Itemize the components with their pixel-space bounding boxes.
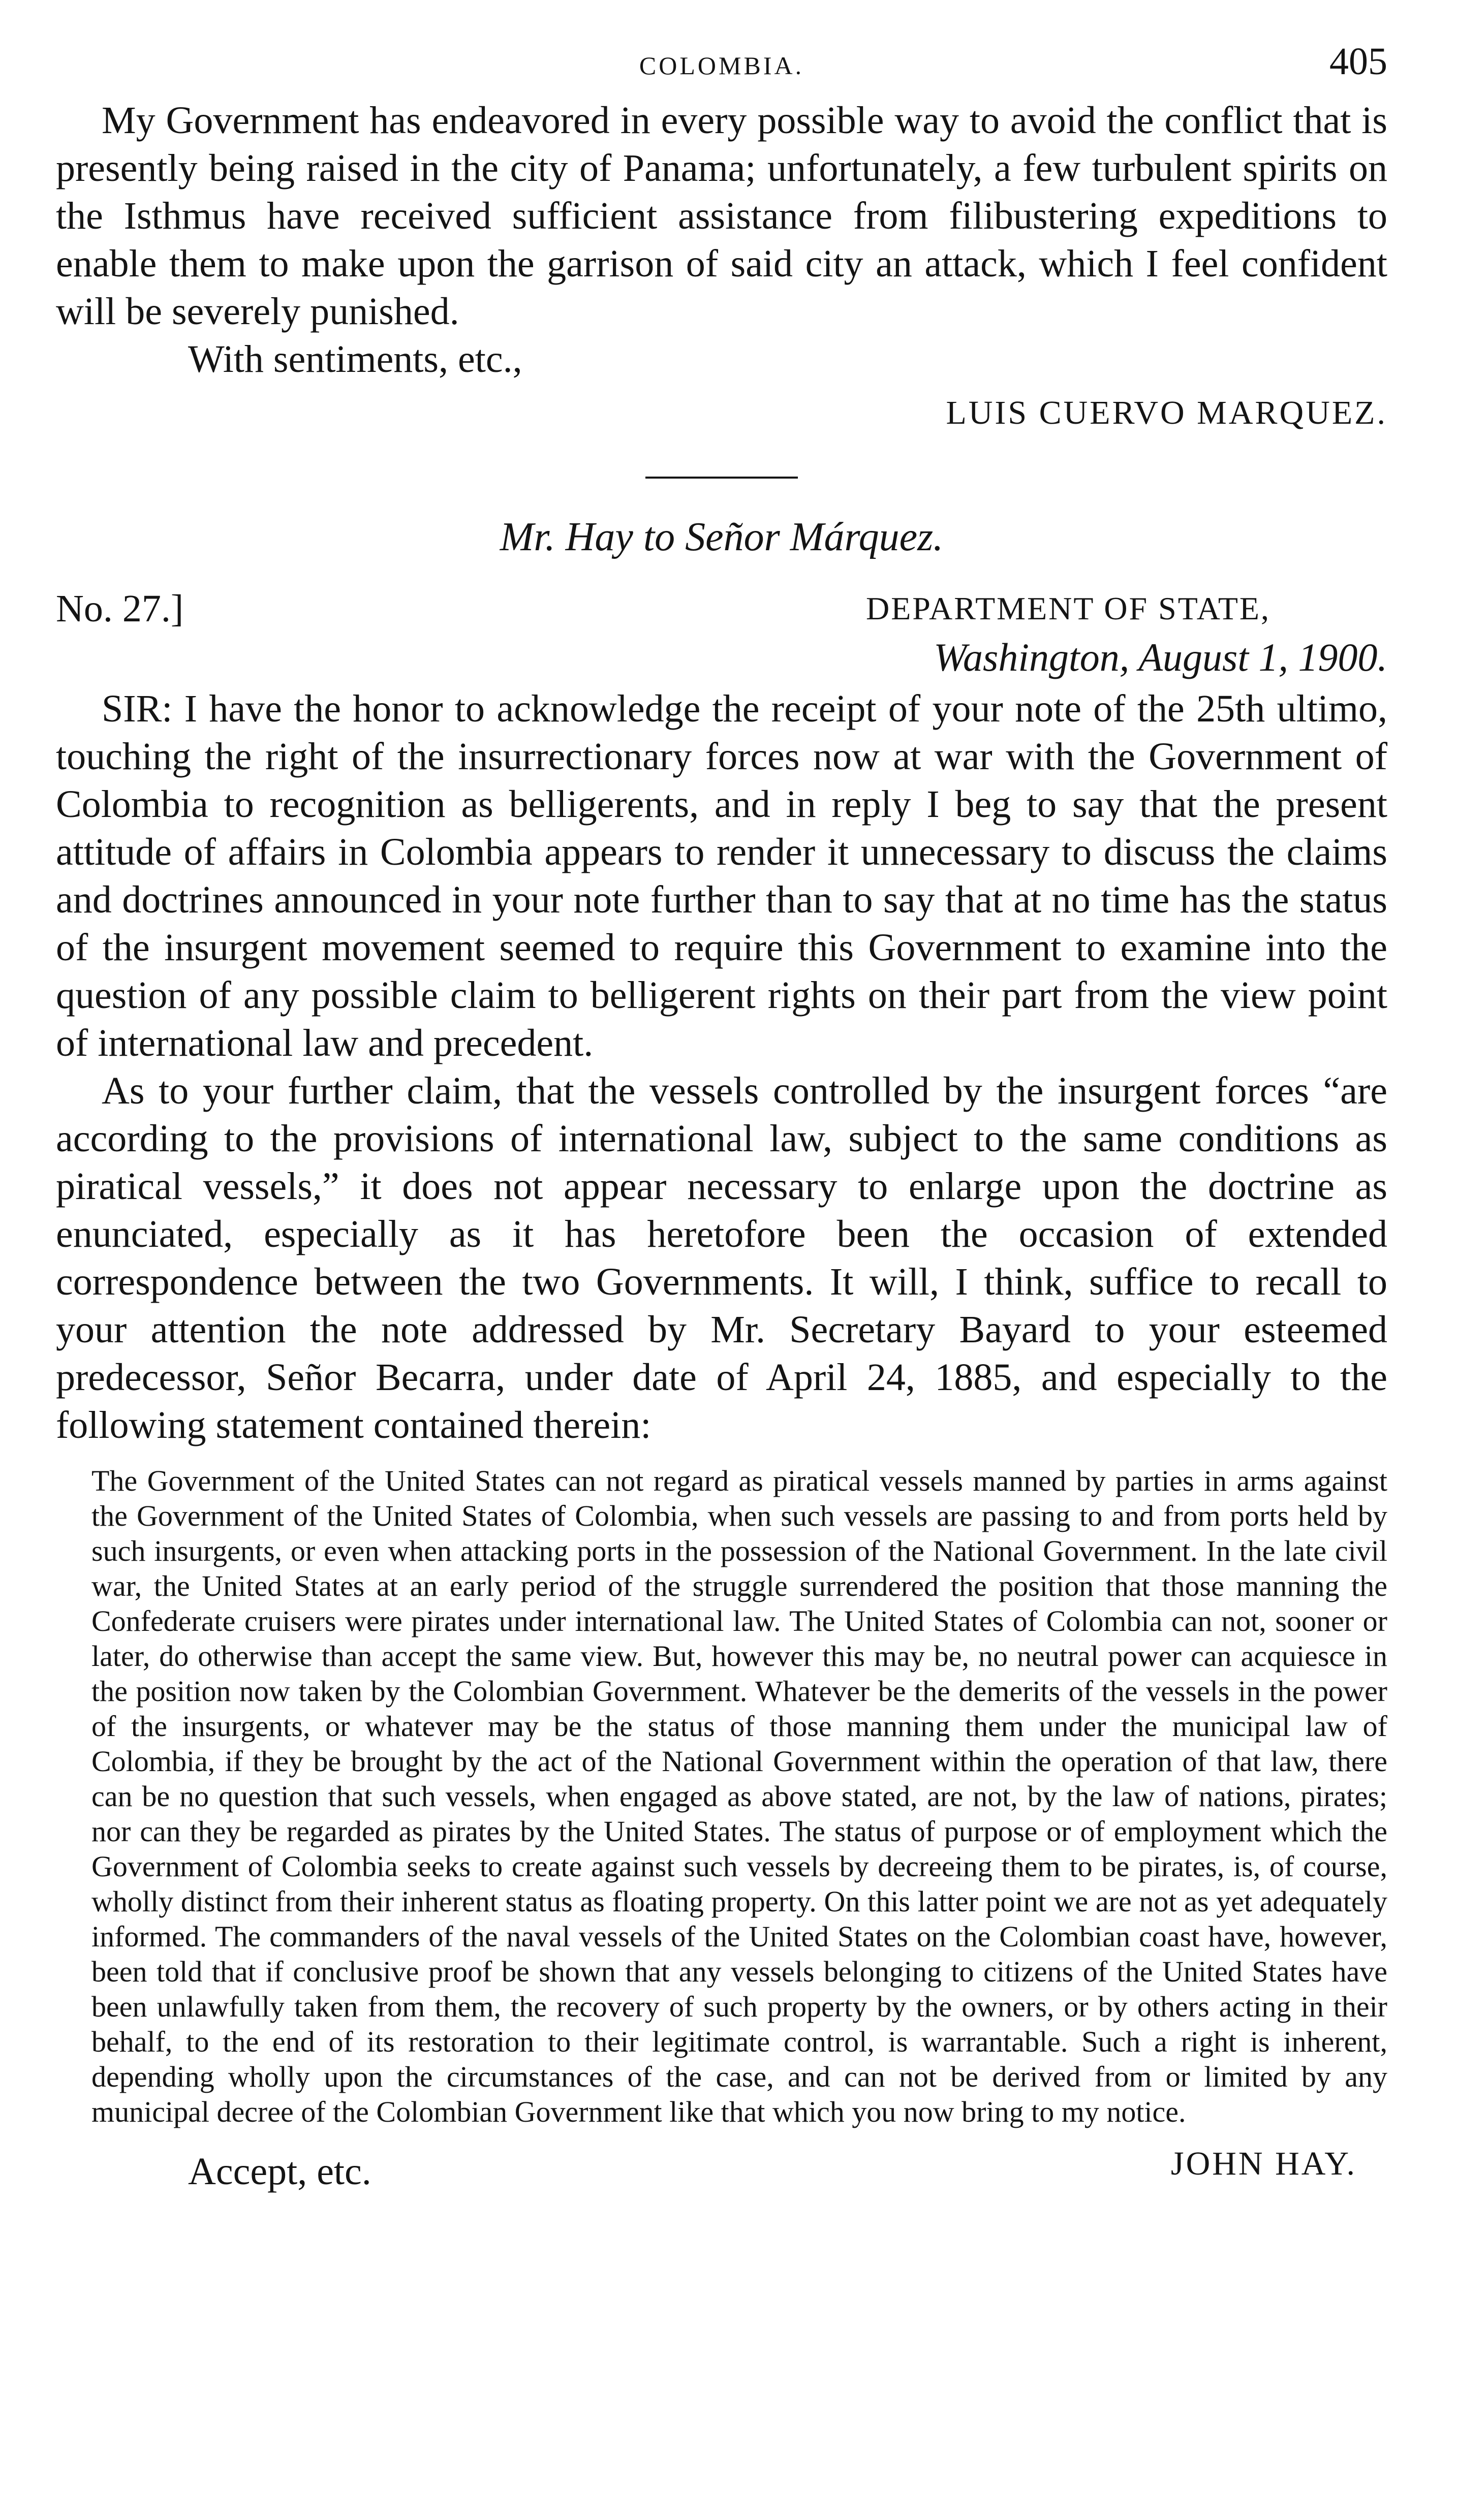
letter-paragraph-1: SIR: I have the honor to acknowledge the receipt of your note of the 25th ultimo, touching the right of the insurrectionary forces now at war with the Government of Colombia to recognition as belligerents, and in reply I beg to say that the present attitude of affairs in Colombia appears to render it unnecessary to discuss the claims and doctrines announced in your note further than to say that at no time has the status of the insurgent movement seemed to require this Government to examine into the question of any possible claim to belligerent rights on their part from the view point of international law and precedent. [56, 687, 1387, 1064]
letter-closing-row [56, 2145, 1387, 2206]
page-header [56, 36, 1387, 97]
letter-closing: Accept, etc. [188, 2150, 371, 2193]
section-divider [645, 477, 798, 479]
letter-place-date: Washington, August 1, 1900. [934, 635, 1387, 679]
block-quote-text: The Government of the United States can not regard as piratical vessels manned by parties in arms against the Government of the United States of Colombia, when such vessels are passing to and from ports held by such insurgents, or even when attacking ports in the possession of the National Government. In the late civil war, the United States at an early period of the struggle surrendered the position that those manning the Confederate cruisers were pirates under international law. The United States of Colombia can not, sooner or later, do otherwise than accept the same view. But, however this may be, no neutral power can acquiesce in the position now taken by the Colombian Government. Whatever be the demerits of the vessels in the power of the insurgents, or whatever may be the status of those manning them under the municipal law of Colombia, if they be brought by the act of the National Government within the operation of that law, there can be no question that such vessels, when engaged as above stated, are not, by the law of nations, pirates; nor can they be regarded as pirates by the United States. The status of purpose or of employment which the Government of Colombia seeks to create against such vessels by decreeing them to be pirates, is, of course, wholly distinct from their inherent status as floating property. On this latter point we are not as yet adequately informed. The commanders of the naval vessels of the United States on the Colombian coast have, however, been told that if conclusive proof be shown that any vessels belonging to citizens of the United States have been unlawfully taken from them, the recovery of such property by the owners, or by others acting in their behalf, to the end of its restoration to their legitimate control, is warrantable. Such a right is inherent, depending wholly upon the circumstances of the case, and can not be derived from or limited by any municipal decree of the Colombian Government like that which you now bring to my notice. [91, 1464, 1387, 2128]
running-head: COLOMBIA. [639, 51, 804, 80]
letter-title: Mr. Hay to Señor Márquez. [500, 515, 944, 559]
letter-department: DEPARTMENT OF STATE, [865, 590, 1270, 626]
previous-letter-paragraph: My Government has endeavored in every possible way to avoid the conflict that is presently being raised in the city of Panama; unfortunately, a few turbulent spirits on the Isthmus have received sufficient assistance from filibustering expeditions to enable them to make upon the garrison of said city an attack, which I feel confident will be severely punished. [56, 99, 1387, 333]
letter-dateline [56, 583, 1387, 685]
page-number: 405 [1329, 40, 1387, 83]
previous-letter-closing: With sentiments, etc., [188, 338, 522, 381]
letter-number: No. 27.] [56, 587, 184, 630]
letter-paragraph-2: As to your further claim, that the vessels controlled by the insurgent forces “are according to the provisions of international law, subject to the same conditions as piratical vessels,” it does not appear necessary to enlarge upon the doctrine as enunciated, especially as it has heretofore been the occasion of extended correspondence between the two Governments. It will, I think, suffice to recall to your attention the note addressed by Mr. Secretary Bayard to your esteemed predecessor, Señor Becarra, under date of April 24, 1885, and especially to the following statement contained therein: [56, 1069, 1387, 1446]
letter-signature: JOHN HAY. [1170, 2145, 1357, 2182]
document-page [56, 36, 1387, 2206]
previous-letter [56, 97, 1387, 441]
previous-letter-signature: LUIS CUERVO MARQUEZ. [946, 394, 1387, 431]
block-quote [56, 1463, 1387, 2129]
letter-body [56, 685, 1387, 1449]
